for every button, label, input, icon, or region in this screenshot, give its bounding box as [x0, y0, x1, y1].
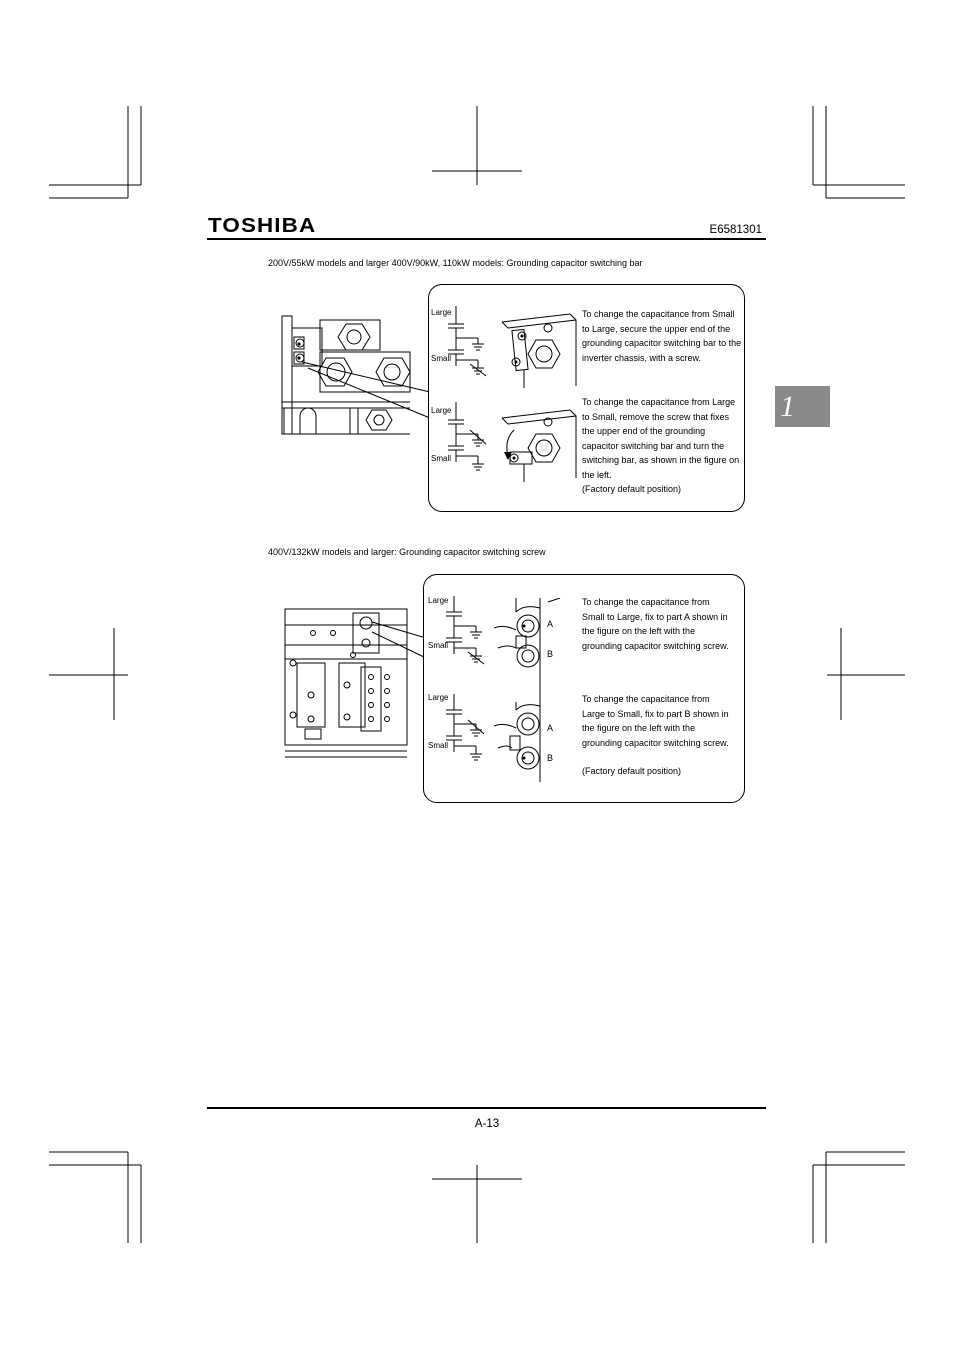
section1-text-large-to-small: To change the capacitance from Large to Small, remove the screw that fixes the upper end of the grounding capacitor switching bar and turn the switching bar, as shown in the figure on the left. — [582, 397, 740, 480]
footer-rule — [207, 1107, 766, 1109]
document-number: E6581301 — [709, 224, 762, 236]
section2-label-large-top: Large — [428, 596, 449, 605]
section2-label-small-bottom: Small — [428, 741, 449, 750]
section2-label-large-bottom: Large — [428, 693, 449, 702]
section2-part-b-bottom: B — [547, 753, 554, 763]
section1-switching-bar-drawing — [500, 306, 580, 486]
section2-capacitor-schematic — [446, 596, 496, 772]
section2-part-b-top: B — [547, 649, 554, 659]
section2-label-small-top: Small — [428, 641, 449, 650]
page-number: A-13 — [474, 1118, 500, 1130]
section1-label-small-top: Small — [431, 354, 452, 363]
section2-text-large-to-small: To change the capacitance from Large to Small, fix to part B shown in the figure on the left with the grounding capacitor switching screw. — [582, 694, 729, 748]
section1-factory-default-note: (Factory default position) — [582, 484, 682, 494]
section2-part-a-bottom: A — [547, 723, 554, 733]
section2-caption: 400V/132kW models and larger: Grounding capacitor switching screw — [268, 547, 546, 557]
section2-callout-lines — [370, 620, 430, 660]
section1-label-large-top: Large — [431, 308, 452, 317]
section2-text-small-to-large: To change the capacitance from Small to Large, fix to part A shown in the figure on the left with the grounding capacitor switching screw. — [582, 597, 729, 651]
section1-label-small-bottom: Small — [431, 454, 452, 463]
section1-caption: 200V/55kW models and larger 400V/90kW, 110kW models: Grounding capacitor switching bar — [268, 258, 643, 268]
section1-text-small-to-large: To change the capacitance from Small to Large, secure the upper end of the grounding capacitor switching bar to the inverter chassis, with a screw. — [582, 309, 742, 363]
toshiba-logo: TOSHIBA — [208, 215, 317, 237]
section1-callout-lines — [300, 360, 440, 420]
section2-part-a-top: A — [547, 619, 554, 629]
section1-label-large-bottom: Large — [431, 406, 452, 415]
section2-factory-default-note: (Factory default position) — [582, 766, 682, 776]
header-rule — [207, 238, 766, 240]
section1-capacitor-schematic — [448, 306, 498, 486]
chapter-tab: 1 — [775, 386, 830, 427]
section2-switching-screw-drawing — [494, 598, 564, 784]
